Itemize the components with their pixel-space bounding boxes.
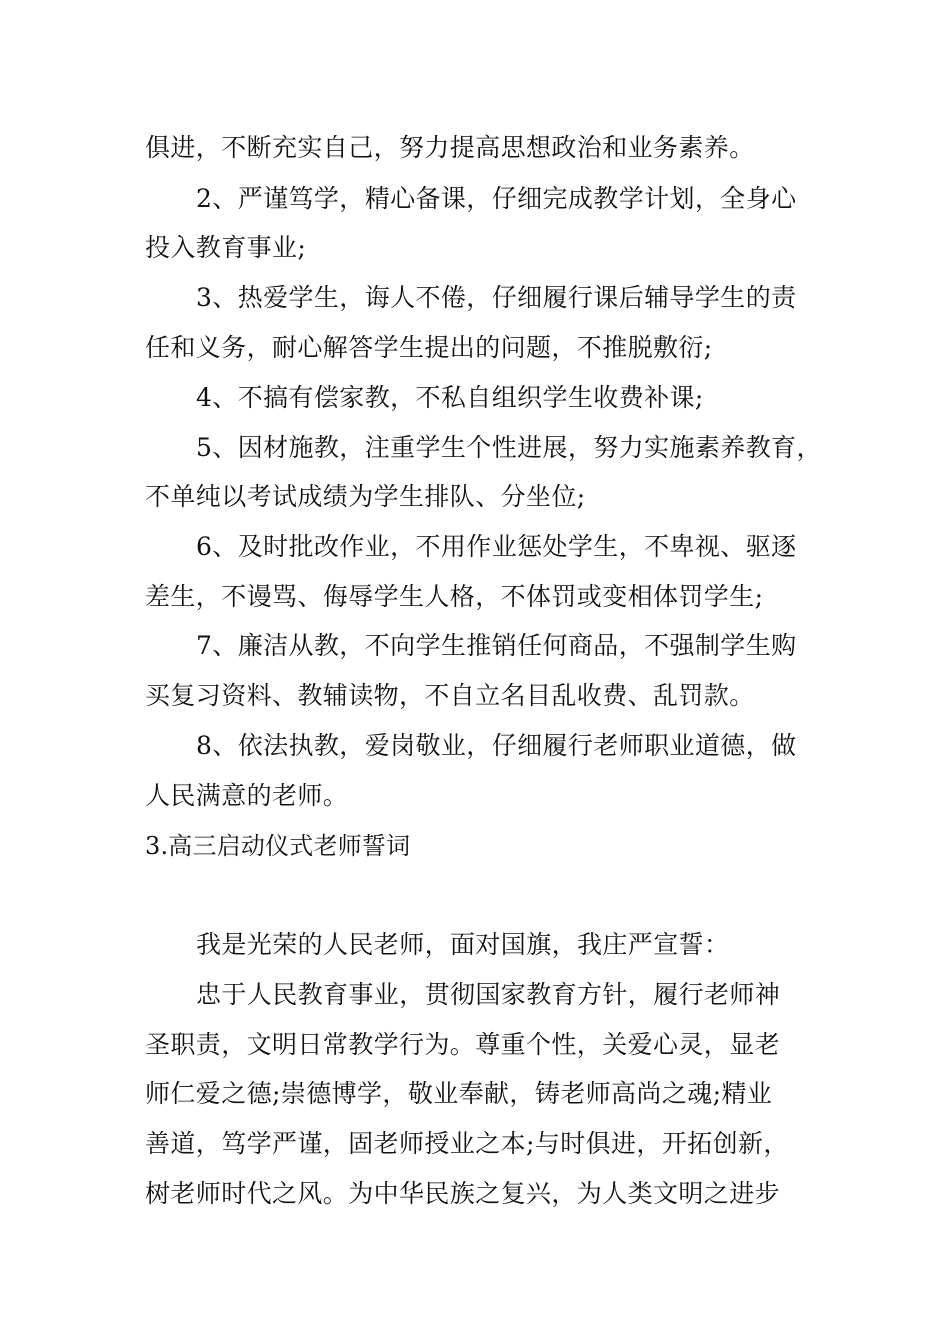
- oath-line: 圣职责，文明日常教学行为。尊重个性，关爱心灵，显老: [145, 1030, 781, 1059]
- text-line: 人民满意的老师。: [145, 781, 349, 810]
- section-heading: 3.高三启动仪式老师誓词: [145, 832, 411, 860]
- list-item-3: 3、热爱学生，诲人不倦，仔细履行课后辅导学生的责: [196, 283, 797, 312]
- list-item-4: 4、不搞有偿家教，不私自组织学生收费补课;: [196, 383, 704, 412]
- text-line: 差生，不谩骂、侮辱学生人格，不体罚或变相体罚学生;: [145, 582, 764, 611]
- oath-line: 师仁爱之德;崇德博学，敬业奉献，铸老师高尚之魂;精业: [145, 1079, 773, 1108]
- text-line: 俱进，不断充实自己，努力提高思想政治和业务素养。: [145, 133, 755, 162]
- text-line: 买复习资料、教辅读物，不自立名目乱收费、乱罚款。: [145, 681, 755, 710]
- oath-intro: 我是光荣的人民老师，面对国旗，我庄严宣誓：: [196, 930, 730, 959]
- text-line: 任和义务，耐心解答学生提出的问题，不推脱敷衍;: [145, 333, 713, 362]
- oath-line: 树老师时代之风。为中华民族之复兴，为人类文明之进步: [145, 1179, 781, 1208]
- oath-line: 忠于人民教育事业，贯彻国家教育方针，履行老师神: [196, 980, 781, 1009]
- list-item-8: 8、依法执教，爱岗敬业，仔细履行老师职业道德，做: [196, 731, 797, 760]
- list-item-2: 2、严谨笃学，精心备课，仔细完成教学计划，全身心: [196, 184, 797, 213]
- list-item-7: 7、廉洁从教，不向学生推销任何商品，不强制学生购: [196, 631, 797, 660]
- oath-line: 善道，笃学严谨，固老师授业之本;与时俱进，开拓创新，: [145, 1129, 789, 1158]
- list-item-5: 5、因材施教，注重学生个性进展，努力实施素养教育，: [196, 433, 822, 462]
- list-item-6: 6、及时批改作业，不用作业惩处学生，不卑视、驱逐: [196, 532, 797, 561]
- text-line: 不单纯以考试成绩为学生排队、分坐位;: [145, 482, 586, 511]
- text-line: 投入教育事业;: [145, 233, 307, 262]
